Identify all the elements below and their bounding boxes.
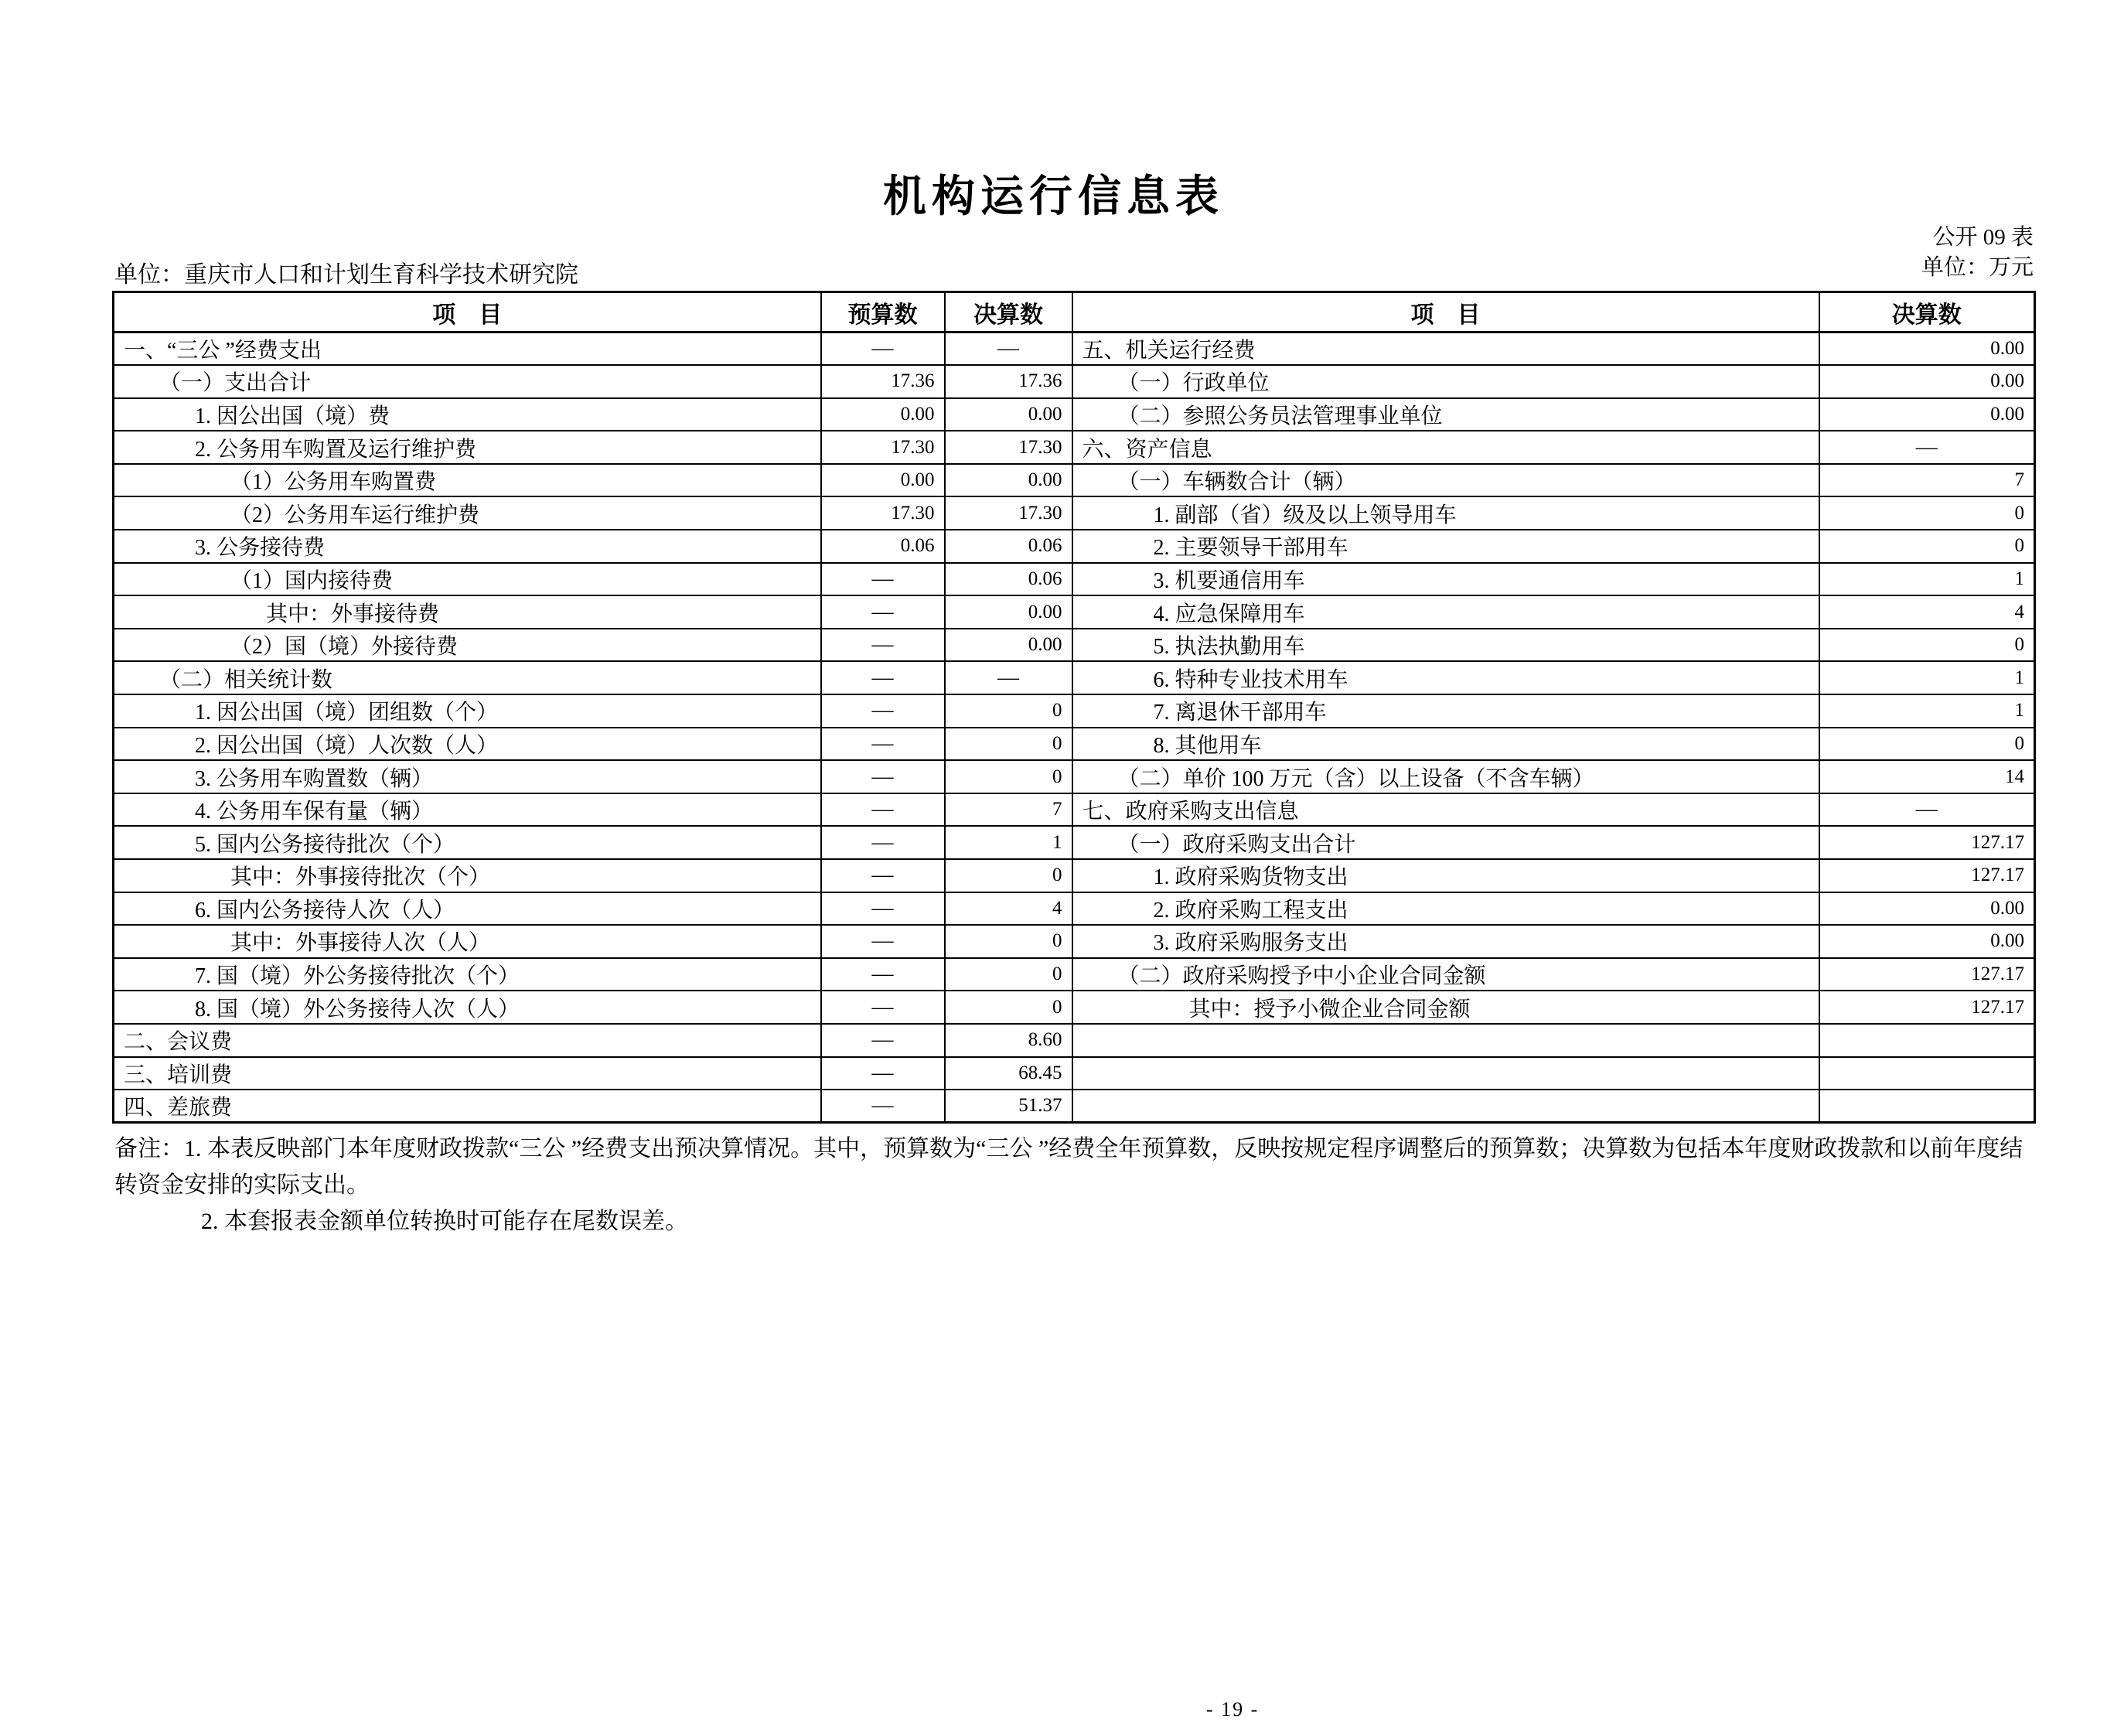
left-final-cell: 4 (945, 892, 1072, 926)
meta-right (1921, 223, 2034, 283)
table-row (114, 793, 2035, 827)
left-final-cell: 17.30 (945, 431, 1072, 464)
budget-cell: — (821, 760, 945, 793)
right-item-cell (1072, 1090, 1819, 1123)
budget-cell: — (821, 694, 945, 728)
budget-cell: — (821, 1057, 945, 1090)
table-row (114, 629, 2035, 662)
table-row (114, 661, 2035, 694)
right-item-cell: （二）单价 100 万元（含）以上设备（不含车辆） (1072, 760, 1819, 793)
left-final-cell: 1 (945, 826, 1072, 859)
footnote-1: 备注：1. 本表反映部门本年度财政拨款“三公 ”经费支出预决算情况。其中，预算数为“三公 ”经费全年预算数，反映按规定程序调整后的预算数；决算数为包括本年度财政拨款和以前年度结转资金安排的实际支出。 (114, 1136, 2023, 1198)
left-item-cell: 一、“三公 ”经费支出 (114, 333, 821, 366)
left-final-cell: — (945, 333, 1072, 366)
table-row (114, 496, 2035, 530)
budget-cell: — (821, 892, 945, 926)
right-item-cell: （二）参照公务员法管理事业单位 (1072, 398, 1819, 431)
budget-cell: — (821, 991, 945, 1024)
left-item-cell: 7. 国（境）外公务接待批次（个） (114, 958, 821, 991)
table-row (114, 595, 2035, 629)
table-row (114, 1090, 2035, 1123)
budget-cell: — (821, 629, 945, 662)
right-item-cell: 六、资产信息 (1072, 431, 1819, 464)
right-item-cell: 3. 政府采购服务支出 (1072, 925, 1819, 958)
left-item-cell: 其中：外事接待费 (114, 595, 821, 629)
right-final-cell: 4 (1819, 595, 2035, 629)
header-budget: 预算数 (821, 292, 945, 333)
right-final-cell: 1 (1819, 563, 2035, 596)
left-final-cell: 0 (945, 958, 1072, 991)
right-final-cell: 0 (1819, 530, 2035, 563)
right-final-cell: 0.00 (1819, 333, 2035, 366)
left-final-cell: 0 (945, 991, 1072, 1024)
table-row (114, 431, 2035, 464)
left-item-cell: 其中：外事接待批次（个） (114, 859, 821, 892)
right-item-cell: 其中：授予小微企业合同金额 (1072, 991, 1819, 1024)
right-final-cell: 127.17 (1819, 826, 2035, 859)
left-final-cell: 8.60 (945, 1024, 1072, 1057)
footnotes (114, 1131, 2040, 1240)
right-item-cell: 8. 其他用车 (1072, 728, 1819, 761)
right-final-cell: 127.17 (1819, 991, 2035, 1024)
right-final-cell: 127.17 (1819, 859, 2035, 892)
left-final-cell: 0.00 (945, 464, 1072, 497)
left-item-cell: 1. 因公出国（境）费 (114, 398, 821, 431)
left-final-cell: 17.30 (945, 496, 1072, 530)
left-item-cell: 4. 公务用车保有量（辆） (114, 793, 821, 827)
right-item-cell: 2. 政府采购工程支出 (1072, 892, 1819, 926)
header-item-right: 项 目 (1072, 292, 1819, 333)
unit-of-measure: 单位：万元 (1921, 255, 2034, 280)
table-row (114, 333, 2035, 366)
left-item-cell: 其中：外事接待人次（人） (114, 925, 821, 958)
form-code: 公开 09 表 (1932, 225, 2034, 250)
right-final-cell: 14 (1819, 760, 2035, 793)
left-item-cell: 2. 公务用车购置及运行维护费 (114, 431, 821, 464)
table-body (114, 333, 2035, 1123)
table-row (114, 398, 2035, 431)
right-final-cell: 0 (1819, 629, 2035, 662)
table-row (114, 694, 2035, 728)
left-item-cell: 三、培训费 (114, 1057, 821, 1090)
right-final-cell: 127.17 (1819, 958, 2035, 991)
right-item-cell: （二）政府采购授予中小企业合同金额 (1072, 958, 1819, 991)
right-item-cell (1072, 1057, 1819, 1090)
right-final-cell: 0.00 (1819, 892, 2035, 926)
right-final-cell (1819, 1090, 2035, 1123)
left-item-cell: 5. 国内公务接待批次（个） (114, 826, 821, 859)
right-item-cell: 1. 副部（省）级及以上领导用车 (1072, 496, 1819, 530)
left-final-cell: — (945, 661, 1072, 694)
left-item-cell: 6. 国内公务接待人次（人） (114, 892, 821, 926)
page-title: 机构运行信息表 (883, 173, 1224, 221)
right-item-cell: 7. 离退休干部用车 (1072, 694, 1819, 728)
right-final-cell (1819, 1024, 2035, 1057)
right-final-cell: 0.00 (1819, 365, 2035, 398)
left-final-cell: 51.37 (945, 1090, 1072, 1123)
right-item-cell: 1. 政府采购货物支出 (1072, 859, 1819, 892)
budget-cell: — (821, 859, 945, 892)
right-final-cell: 0 (1819, 496, 2035, 530)
table-row (114, 464, 2035, 497)
right-item-cell: 5. 执法执勤用车 (1072, 629, 1819, 662)
budget-cell: 17.30 (821, 431, 945, 464)
right-final-cell: — (1819, 431, 2035, 464)
table-row (114, 925, 2035, 958)
right-final-cell: 0.00 (1819, 398, 2035, 431)
right-final-cell: 7 (1819, 464, 2035, 497)
budget-cell: 0.00 (821, 398, 945, 431)
left-final-cell: 0 (945, 694, 1072, 728)
page-number: - 19 - (1206, 1698, 1260, 1721)
right-item-cell: （一）行政单位 (1072, 365, 1819, 398)
budget-cell: 17.30 (821, 496, 945, 530)
right-item-cell: （一）政府采购支出合计 (1072, 826, 1819, 859)
table-row (114, 365, 2035, 398)
left-item-cell: （一）支出合计 (114, 365, 821, 398)
table-row (114, 991, 2035, 1024)
right-final-cell: 0.00 (1819, 925, 2035, 958)
right-final-cell: 0 (1819, 728, 2035, 761)
left-item-cell: 3. 公务用车购置数（辆） (114, 760, 821, 793)
operation-info-table (112, 291, 2036, 1124)
budget-cell: 0.06 (821, 530, 945, 563)
header-final-right: 决算数 (1819, 292, 2035, 333)
left-item-cell: （1）国内接待费 (114, 563, 821, 596)
budget-cell: — (821, 563, 945, 596)
table-row (114, 563, 2035, 596)
left-final-cell: 0 (945, 925, 1072, 958)
right-item-cell: 4. 应急保障用车 (1072, 595, 1819, 629)
right-final-cell (1819, 1057, 2035, 1090)
left-item-cell: 2. 因公出国（境）人次数（人） (114, 728, 821, 761)
left-item-cell: （2）国（境）外接待费 (114, 629, 821, 662)
header-item-left: 项 目 (114, 292, 821, 333)
table-row (114, 1024, 2035, 1057)
budget-cell: — (821, 1090, 945, 1123)
right-item-cell: 七、政府采购支出信息 (1072, 793, 1819, 827)
organization-name: 单位：重庆市人口和计划生育科学技术研究院 (114, 262, 578, 288)
table-row (114, 530, 2035, 563)
right-final-cell: 1 (1819, 694, 2035, 728)
budget-cell: 0.00 (821, 464, 945, 497)
table-row (114, 892, 2035, 926)
footnote-2: 2. 本套报表金额单位转换时可能存在尾数误差。 (201, 1209, 688, 1234)
budget-cell: — (821, 1024, 945, 1057)
right-item-cell: 3. 机要通信用车 (1072, 563, 1819, 596)
budget-cell: — (821, 333, 945, 366)
left-final-cell: 17.36 (945, 365, 1072, 398)
budget-cell: — (821, 793, 945, 827)
left-item-cell: （1）公务用车购置费 (114, 464, 821, 497)
right-item-cell: 6. 特种专业技术用车 (1072, 661, 1819, 694)
left-item-cell: 3. 公务接待费 (114, 530, 821, 563)
left-item-cell: 8. 国（境）外公务接待人次（人） (114, 991, 821, 1024)
budget-cell: — (821, 661, 945, 694)
budget-cell: — (821, 826, 945, 859)
budget-cell: 17.36 (821, 365, 945, 398)
right-item-cell: （一）车辆数合计（辆） (1072, 464, 1819, 497)
table-row (114, 760, 2035, 793)
budget-cell: — (821, 958, 945, 991)
right-item-cell: 五、机关运行经费 (1072, 333, 1819, 366)
table-row (114, 958, 2035, 991)
right-final-cell: — (1819, 793, 2035, 827)
table-row (114, 1057, 2035, 1090)
right-item-cell (1072, 1024, 1819, 1057)
left-final-cell: 0 (945, 760, 1072, 793)
left-item-cell: 1. 因公出国（境）团组数（个） (114, 694, 821, 728)
budget-cell: — (821, 925, 945, 958)
header-row (114, 292, 2035, 333)
left-final-cell: 0.00 (945, 595, 1072, 629)
left-final-cell: 7 (945, 793, 1072, 827)
left-final-cell: 0 (945, 859, 1072, 892)
right-final-cell: 1 (1819, 661, 2035, 694)
left-final-cell: 0 (945, 728, 1072, 761)
left-item-cell: 二、会议费 (114, 1024, 821, 1057)
left-item-cell: （二）相关统计数 (114, 661, 821, 694)
table-row (114, 826, 2035, 859)
left-final-cell: 68.45 (945, 1057, 1072, 1090)
budget-cell: — (821, 728, 945, 761)
left-final-cell: 0.00 (945, 629, 1072, 662)
left-item-cell: （2）公务用车运行维护费 (114, 496, 821, 530)
table-row (114, 859, 2035, 892)
left-final-cell: 0.00 (945, 398, 1072, 431)
left-item-cell: 四、差旅费 (114, 1090, 821, 1123)
right-item-cell: 2. 主要领导干部用车 (1072, 530, 1819, 563)
left-final-cell: 0.06 (945, 530, 1072, 563)
left-final-cell: 0.06 (945, 563, 1072, 596)
table-row (114, 728, 2035, 761)
header-final-left: 决算数 (945, 292, 1072, 333)
budget-cell: — (821, 595, 945, 629)
